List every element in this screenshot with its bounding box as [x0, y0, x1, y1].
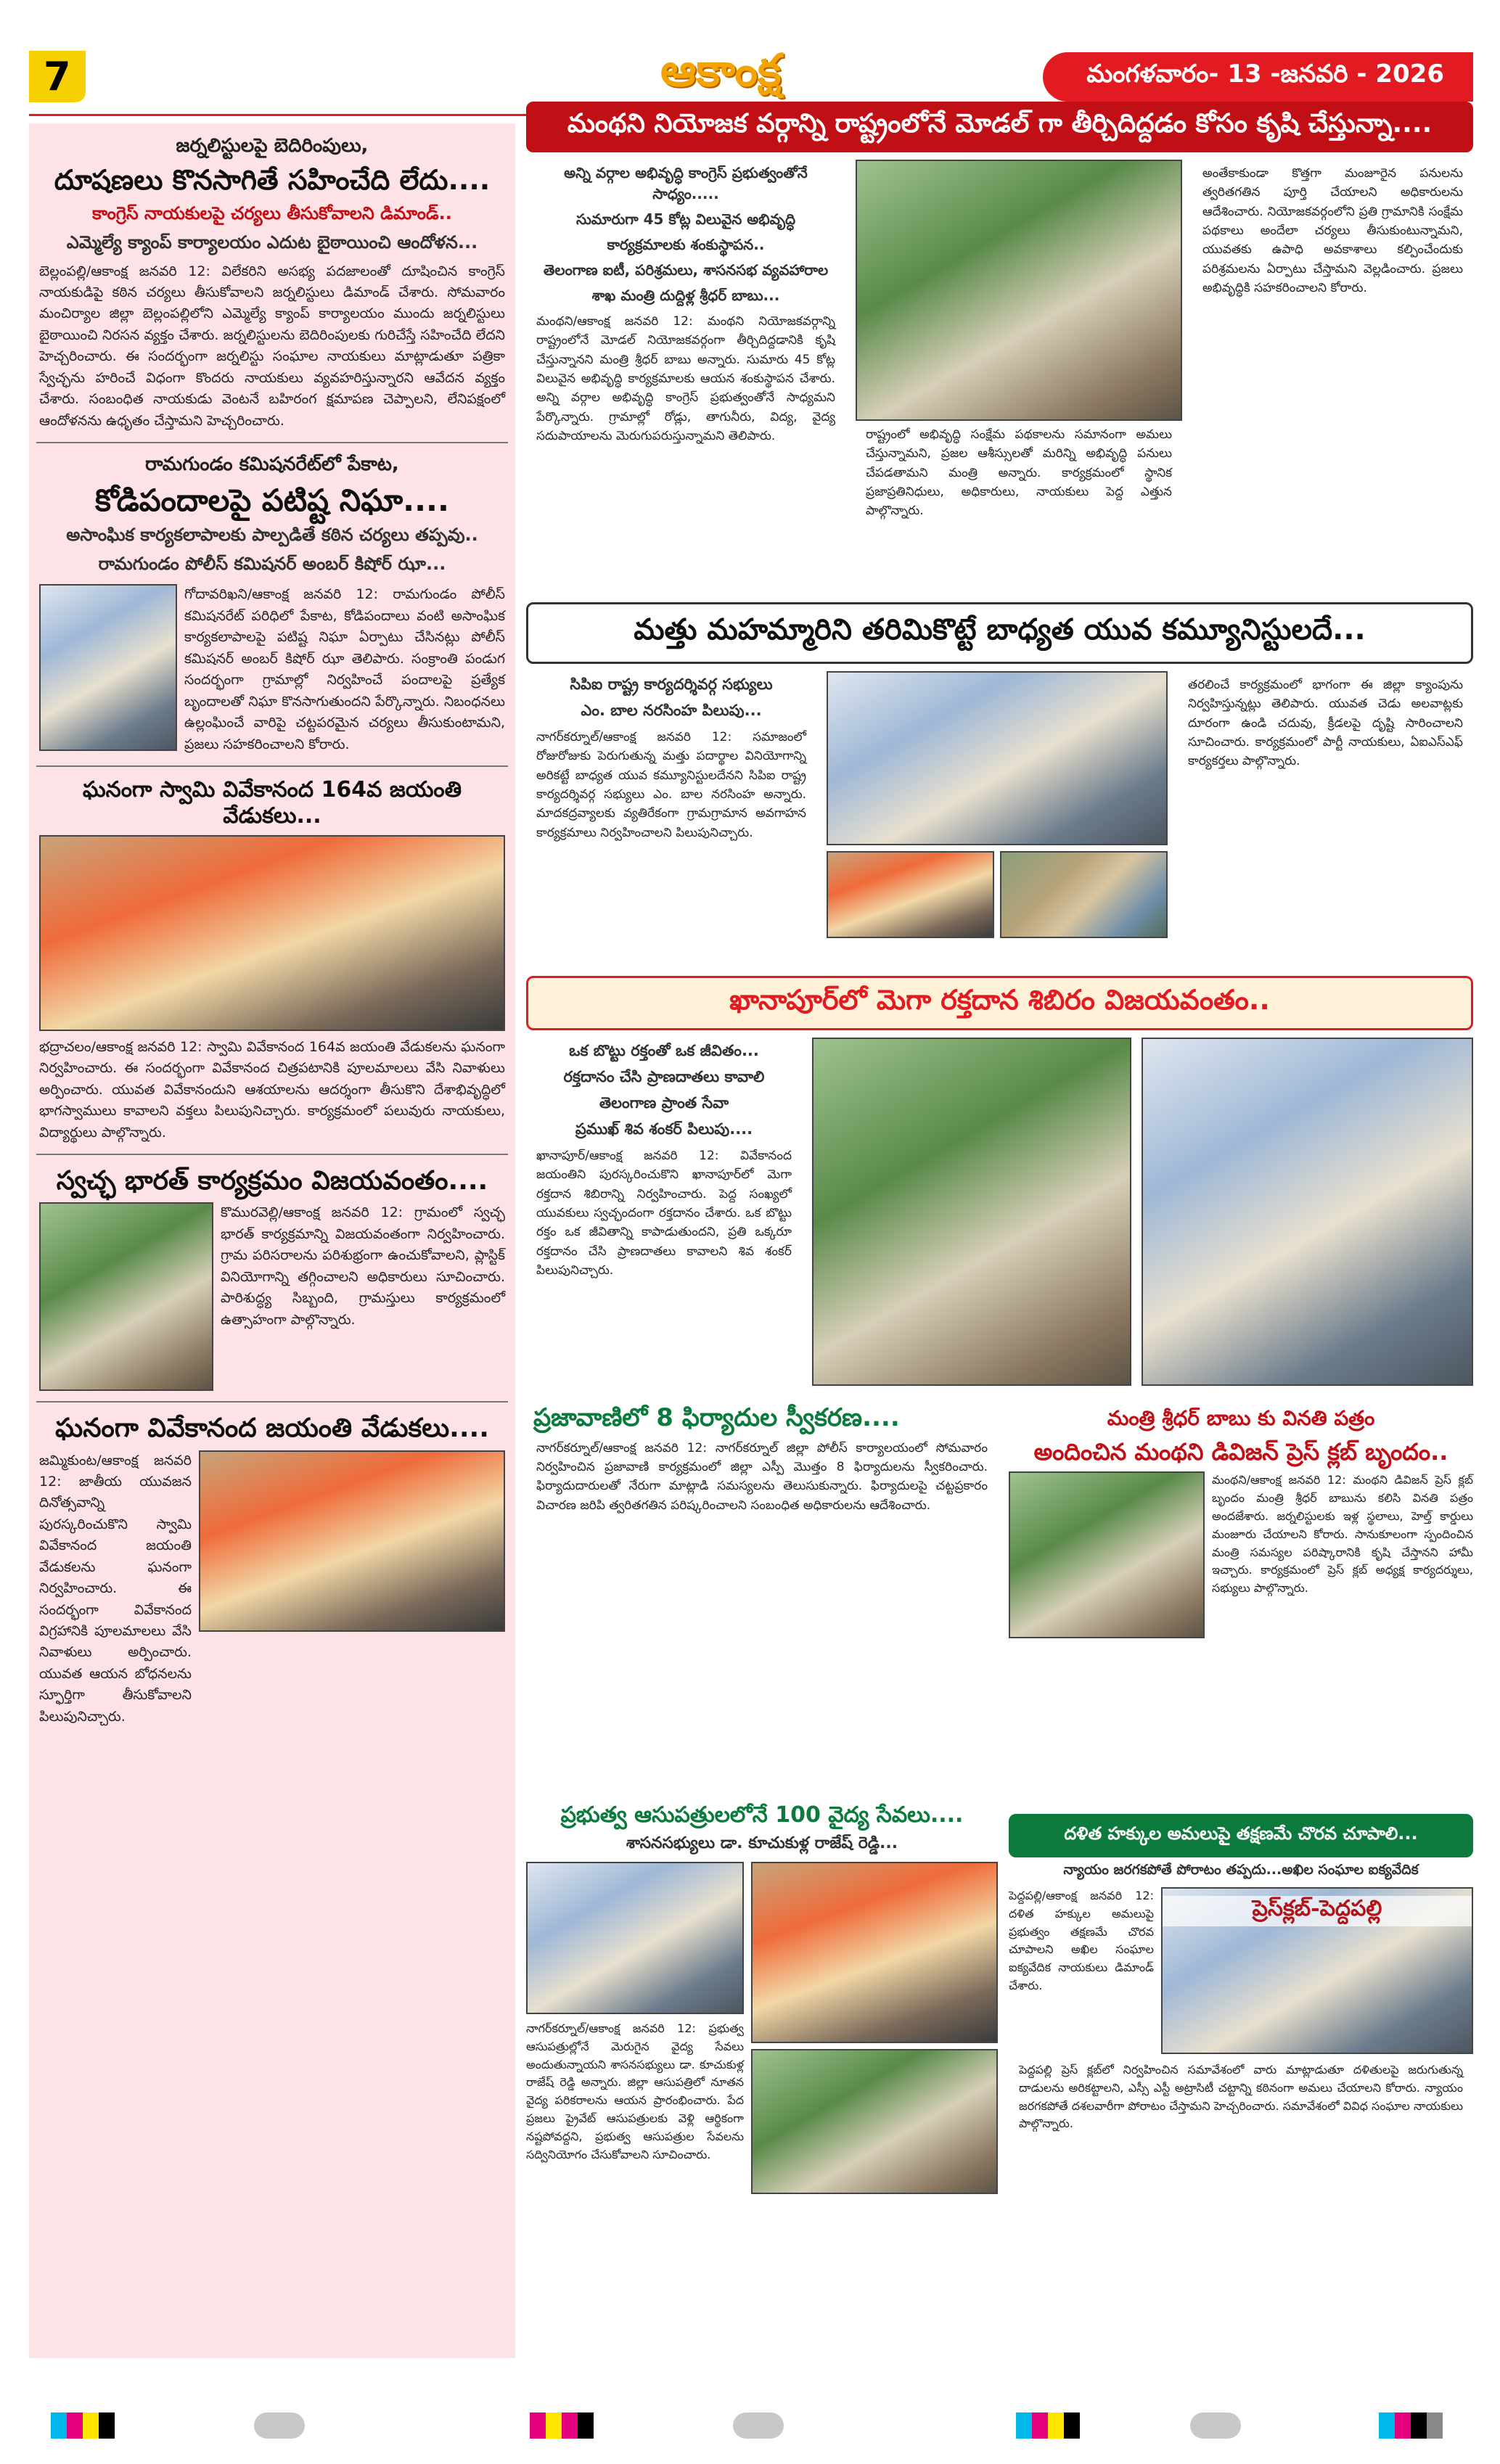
dalit-rights-banner: దళిత హక్కుల అమలుపై తక్షణమే చొరవ చూపాలి...: [1009, 1814, 1473, 1857]
page-number: 7: [29, 51, 86, 102]
issue-date: మంగళవారం- 13 -జనవరి - 2026: [1043, 52, 1473, 102]
meeting-photo: [827, 671, 1168, 845]
article-body: రాష్ట్రంలో అభివృద్ధి సంక్షేమ పథకాలను సమానంగా అమలు చేస్తున్నామని, ప్రజల ఆశీస్సులతో మరిన్ని అభివృద్ధి పనులు చేపడతామని మంత్రి అన్నారు. కార్యక్రమంలో స్థానిక ప్రజాప్రతినిధులు, అధికారులు, నాయకులు పెద్ద ఎత్తున పాల్గొన్నారు.: [866, 427, 1172, 519]
article-headline: స్వచ్ఛ భారత్ కార్యక్రమం విజయవంతం....: [56, 1166, 488, 1196]
blood-donation-story: [526, 976, 1473, 1389]
article-body: అంతేకాకుండా కొత్తగా మంజూరైన పనులను త్వరితగతిన పూర్తి చేయాలని అధికారులను ఆదేశించారు. నియోజకవర్గంలోని ప్రతి గ్రామానికి సంక్షేమ పథకాలు అందేలా చర్యలు తీసుకుంటున్నామని, యువతకు ఉపాధి అవకాశాలు కల్పించేందుకు పరిశ్రమలను ఏర్పాటు చేస్తామని వెల్లడించారు. ప్రజలు అభివృద్ధికి సహకరించాలని కోరారు.: [1202, 166, 1463, 296]
article-subheading: కార్యక్రమాలకు శంకుస్థాపన..: [607, 236, 765, 253]
article-body: కొమురవెల్లి/ఆకాంక్ష జనవరి 12: గ్రామంలో స్వచ్ఛ భారత్ కార్యక్రమాన్ని విజయవంతంగా నిర్వహించారు. గ్రామ పరిసరాలను పరిశుభ్రంగా ఉంచుకోవాలని, ప్లాస్టిక్ వినియోగాన్ని తగ్గించాలని అధికారులు సూచించారు. పారిశుద్ధ్య సిబ్బంది, గ్రామస్తులు కార్యక్రమంలో ఉత్సాహంగా పాల్గొన్నారు.: [221, 1204, 505, 1328]
top-story: [526, 102, 1473, 595]
article-subheading: శాఖ మంత్రి దుద్దిళ్ల శ్రీధర్ బాబు...: [591, 287, 780, 304]
article-subheading: తెలంగాణ ఐటీ, పరిశ్రమలు, శాసనసభ వ్యవహారాల: [543, 261, 829, 279]
article-headline: ఘనంగా వివేకానంద జయంతి వేడుకలు....: [55, 1413, 489, 1444]
dalit-rights-story: [1009, 1814, 1473, 2365]
newspaper-logo: ఆకాంక్ష: [660, 44, 782, 96]
left-column: [29, 123, 515, 2358]
article-swachh-bharat: [29, 1165, 515, 1391]
prajavani-story: [526, 1400, 998, 1792]
article-vivekananda-164: [29, 777, 515, 1143]
article-subheading: అన్ని వర్గాల అభివృద్ధి కాంగ్రెస్ ప్రభుత్వంతోనే సాధ్యం.....: [564, 164, 808, 202]
article-headline: అందించిన మంథని డివిజన్ ప్రెస్ క్లబ్ బృందం..: [1033, 1438, 1448, 1466]
press-club-photo: [1009, 1471, 1205, 1638]
article-subheading: రామగుండం పోలీస్ కమిషనర్ అంబర్ కిషోర్ ఝా...: [98, 554, 446, 575]
divider: [36, 765, 508, 767]
article-body: పెద్దపల్లి/ఆకాంక్ష జనవరి 12: దళిత హక్కుల అమలుపై ప్రభుత్వం తక్షణమే చొరవ చూపాలని అఖిల సంఘాల ఐక్యవేదిక నాయకులు డిమాండ్ చేశారు.: [1009, 1889, 1154, 1992]
cleaning-photo: [39, 1202, 213, 1391]
article-subheading: ఒక బొట్టు రక్తంతో ఒక జీవితం...: [569, 1042, 759, 1059]
article-headline: దూషణలు కొనసాగితే సహించేది లేదు....: [54, 164, 491, 196]
blood-camp-photo: [1142, 1038, 1473, 1386]
minister-photo: [856, 160, 1182, 421]
top-story-banner: మంథని నియోజక వర్గాన్ని రాష్ట్రంలోనే మోడల్ గా తీర్చిదిద్దడం కోసం కృషి చేస్తున్నా....: [526, 102, 1473, 152]
article-subheading: సిపిఐ రాష్ట్ర కార్యదర్శివర్గ సభ్యులు: [570, 675, 773, 693]
press-meet-photo: [1161, 1887, 1473, 2054]
hospital-photo: [526, 1862, 744, 2014]
hospital-photo: [751, 1862, 998, 2043]
article-body: గోదావరిఖని/ఆకాంక్ష జనవరి 12: రామగుండం పోలీస్ కమిషనరేట్ పరిధిలో పేకాట, కోడిపందాలు వంటి అసాంఘిక కార్యకలాపాలపై పటిష్ట నిఘా ఏర్పాటు చేసినట్లు పోలీస్ కమిషనర్ అంబర్ కిషోర్ ఝా తెలిపారు. సంక్రాంతి పండుగ సందర్భంగా గ్రామాల్లో నిర్వహించే పందాలపై ప్రత్యేక బృందాలతో నిఘా కొనసాగుతుందని పేర్కొన్నారు. నిబంధనలు ఉల్లంఘించే వారిపై చట్టపరమైన చర్యలు తీసుకుంటామని, ప్రజలు సహకరించాలని కోరారు.: [184, 586, 505, 752]
article-subheading: న్యాయం జరగకపోతే పోరాటం తప్పదు...అఖిల సంఘాల ఐక్యవేదిక: [1063, 1862, 1419, 1878]
article-headline: కోడిపందాలపై పటిష్ట నిఘా....: [95, 482, 449, 519]
color-registration-bar: [51, 2412, 115, 2439]
article-journalists: [29, 123, 515, 432]
drugs-story-banner: మత్తు మహమ్మారిని తరిమికొట్టే బాధ్యత యువ కమ్యూనిస్టులదే...: [526, 602, 1473, 664]
color-registration-bar: [530, 2412, 594, 2439]
article-subheading: సుమారుగా 45 కోట్ల విలువైన అభివృద్ధి: [575, 210, 796, 228]
divider: [36, 442, 508, 443]
article-headline: ప్రజావాణిలో 8 ఫిర్యాదుల స్వీకరణ....: [533, 1403, 900, 1432]
blood-donation-banner: ఖానాపూర్‌లో మెగా రక్తదాన శిబిరం విజయవంతం..: [526, 976, 1473, 1030]
article-headline: ఘనంగా స్వామి వివేకానంద 164వ జయంతి వేడుకలు...: [82, 776, 462, 829]
registration-pill: [733, 2412, 784, 2439]
article-subheading: రక్తదానం చేసి ప్రాణదాతలు కావాలి: [563, 1068, 765, 1085]
article-body: భద్రాచలం/ఆకాంక్ష జనవరి 12: స్వామి వివేకానంద 164వ జయంతి వేడుకలను ఘనంగా నిర్వహించారు. ఈ సందర్భంగా వివేకానంద చిత్రపటానికి పూలమాలలు వేసి నివాళులు అర్పించారు. యువత వివేకానందుని ఆశయాలను ఆదర్శంగా తీసుకొని దేశాభివృద్ధిలో భాగస్వాములు కావాలని వక్తలు పిలుపునిచ్చారు. కార్యక్రమంలో పలువురు నాయకులు, విద్యార్థులు పాల్గొన్నారు.: [39, 1038, 505, 1141]
registration-pill: [1190, 2412, 1241, 2439]
press-club-story: [1009, 1400, 1473, 1807]
article-body: నాగర్‌కర్నూల్/ఆకాంక్ష జనవరి 12: ప్రభుత్వ ఆసుపత్రుల్లోనే మెరుగైన వైద్య సేవలు అందుతున్నాయని శాసనసభ్యులు డా. కూచుకుళ్ల రాజేష్ రెడ్డి అన్నారు. జిల్లా ఆసుపత్రిలో నూతన వైద్య పరికరాలను ఆయన ప్రారంభించారు. పేద ప్రజలు ప్రైవేట్ ఆసుపత్రులకు వెళ్లి ఆర్థికంగా నష్టపోవద్దని, ప్రభుత్వ ఆసుపత్రుల సేవలను సద్వినియోగం చేసుకోవాలని సూచించారు.: [526, 2021, 744, 2161]
article-body: మంథని/ఆకాంక్ష జనవరి 12: మంథని డివిజన్ ప్రెస్ క్లబ్ బృందం మంత్రి శ్రీధర్ బాబును కలిసి వినతి పత్రం అందజేశారు. జర్నలిస్టులకు ఇళ్ల స్థలాలు, హెల్త్ కార్డులు మంజూరు చేయాలని కోరారు. సానుకూలంగా స్పందించిన మంత్రి సమస్యల పరిష్కారానికి కృషి చేస్తానని హామీ ఇచ్చారు. కార్యక్రమంలో ప్రెస్ క్లబ్ అధ్యక్ష కార్యదర్శులు, సభ్యులు పాల్గొన్నారు.: [1212, 1473, 1473, 1596]
meeting-photo: [827, 851, 994, 938]
article-body: ఖానాపూర్/ఆకాంక్ష జనవరి 12: వివేకానంద జయంతిని పురస్కరించుకొని ఖానాపూర్‌లో మెగా రక్తదాన శిబిరాన్ని నిర్వహించారు. పెద్ద సంఖ్యలో యువకులు స్వచ్ఛందంగా రక్తదానం చేశారు. ఒక బొట్టు రక్తం ఒక జీవితాన్ని కాపాడుతుందని, ప్రతి ఒక్కరూ రక్తదానం చేసి ప్రాణదాతలు కావాలని శివ శంకర్ పిలుపునిచ్చారు.: [536, 1149, 792, 1278]
drugs-story: [526, 602, 1473, 965]
divider: [36, 1401, 508, 1403]
article-subheading: ఎం. బాల నరసింహ పిలుపు...: [581, 702, 762, 719]
article-subheading: శాసనసభ్యులు డా. కూచుకుళ్ల రాజేష్ రెడ్డి...: [626, 1834, 898, 1852]
event-photo: [39, 835, 505, 1031]
registration-pill: [254, 2412, 305, 2439]
article-headline: ప్రభుత్వ ఆసుపత్రులలోనే 100 వైద్య సేవలు....: [560, 1802, 964, 1828]
color-registration-bar: [1016, 2412, 1080, 2439]
article-vivekananda-jayanti: [29, 1413, 515, 1728]
article-body: నాగర్‌కర్నూల్/ఆకాంక్ష జనవరి 12: నాగర్‌కర్నూల్ జిల్లా పోలీస్ కార్యాలయంలో సోమవారం నిర్వహించిన ప్రజావాణి కార్యక్రమంలో జిల్లా ఎస్పీ మొత్తం 8 ఫిర్యాదులను స్వీకరించారు. ఫిర్యాదుదారులతో నేరుగా మాట్లాడి సమస్యలను తెలుసుకున్నారు. ఫిర్యాదులపై చట్టప్రకారం విచారణ జరిపి త్వరితగతిన పరిష్కరించాలని సంబంధిత అధికారులను ఆదేశించారు.: [536, 1440, 988, 1513]
article-body: తరలించే కార్యక్రమంలో భాగంగా ఈ జిల్లా క్యాంపును నిర్వహిస్తున్నట్లు తెలిపారు. యువత చెడు అలవాట్లకు దూరంగా ఉండి చదువు, క్రీడలపై దృష్టి సారించాలని సూచించారు. కార్యక్రమంలో పార్టీ నాయకులు, ఏఐఎస్ఎఫ్ కార్యకర్తలు పాల్గొన్నారు.: [1188, 678, 1463, 769]
divider: [36, 1154, 508, 1155]
commissioner-photo: [39, 584, 177, 751]
hospital-story: [526, 1799, 998, 2365]
article-ramagundam: [29, 453, 515, 755]
blood-camp-photo: [812, 1038, 1131, 1386]
article-subheading: ప్రముఖ్ శివ శంకర్ పిలుపు....: [575, 1120, 753, 1138]
color-registration-bar: [1379, 2412, 1443, 2439]
article-body: మంథని/ఆకాంక్ష జనవరి 12: మంథని నియోజకవర్గాన్ని రాష్ట్రంలోనే మోడల్ నియోజకవర్గంగా తీర్చిదిద్దడానికి కృషి చేస్తున్నానని మంత్రి శ్రీధర్ బాబు అన్నారు. సుమారు 45 కోట్ల విలువైన అభివృద్ధి కార్యక్రమాలకు ఆయన శంకుస్థాపన చేశారు. అన్ని వర్గాల అభివృద్ధి కాంగ్రెస్ ప్రభుత్వంతోనే సాధ్యమని పేర్కొన్నారు. గ్రామాల్లో రోడ్లు, తాగునీరు, విద్య, వైద్య సదుపాయాలను మెరుగుపరుస్తున్నామని తెలిపారు.: [536, 314, 835, 444]
article-subheading: తెలంగాణ ప్రాంత సేవా: [599, 1094, 729, 1112]
article-subheading: ఎమ్మెల్యే క్యాంప్ కార్యాలయం ఎదుట బైఠాయించి ఆందోళన...: [66, 231, 478, 252]
article-kicker: రామగుండం కమిషనరేట్‌లో పేకాట,: [145, 453, 399, 476]
article-subheading: కాంగ్రెస్ నాయకులపై చర్యలు తీసుకోవాలని డిమాండ్..: [92, 202, 452, 223]
article-body: జమ్మికుంట/ఆకాంక్ష జనవరి 12: జాతీయ యువజన దినోత్సవాన్ని పురస్కరించుకొని స్వామి వివేకానంద జయంతి వేడుకలను ఘనంగా నిర్వహించారు. ఈ సందర్భంగా వివేకానంద విగ్రహానికి పూలమాలలు వేసి నివాళులు అర్పించారు. యువత ఆయన బోధనలను స్ఫూర్తిగా తీసుకోవాలని పిలుపునిచ్చారు.: [39, 1452, 192, 1725]
article-kicker: జర్నలిస్టులపై బెదిరింపులు,: [176, 135, 369, 157]
article-body: పెద్దపల్లి ప్రెస్ క్లబ్‌లో నిర్వహించిన సమావేశంలో వారు మాట్లాడుతూ దళితులపై జరుగుతున్న దాడులను అరికట్టాలని, ఎస్సీ ఎస్టీ అట్రాసిటీ చట్టాన్ని కఠినంగా అమలు చేయాలని కోరారు. న్యాయం జరగకపోతే దశలవారీగా పోరాటం చేస్తామని హెచ్చరించారు. సమావేశంలో వివిధ సంఘాల నాయకులు పాల్గొన్నారు.: [1019, 2063, 1463, 2131]
hospital-photo: [751, 2049, 998, 2194]
article-body: నాగర్‌కర్నూల్/ఆకాంక్ష జనవరి 12: సమాజంలో రోజురోజుకు పెరుగుతున్న మత్తు పదార్థాల వినియోగాన్ని అరికట్టే బాధ్యత యువ కమ్యూనిస్టులదేనని సిపిఐ రాష్ట్ర కార్యదర్శివర్గ సభ్యులు ఎం. బాల నరసింహ అన్నారు. మాదకద్రవ్యాలకు వ్యతిరేకంగా గ్రామగ్రామాన అవగాహన కార్యక్రమాలు నిర్వహించాలని పిలుపునిచ్చారు.: [536, 730, 806, 840]
article-body: బెల్లంపల్లి/ఆకాంక్ష జనవరి 12: విలేకరిని అసభ్య పదజాలంతో దూషించిన కాంగ్రెస్ నాయకుడిపై కఠిన చర్యలు తీసుకోవాలని జర్నలిస్టులు డిమాండ్ చేశారు. సోమవారం మంచిర్యాల జిల్లా బెల్లంపల్లిలోని ఎమ్మెల్యే క్యాంప్ కార్యాలయం ముందు జర్నలిస్టులు బైఠాయించి నిరసన వ్యక్తం చేశారు. జర్నలిస్టులను బెదిరింపులకు గురిచేస్తే సహించేది లేదని హెచ్చరించారు. ఈ సందర్భంగా జర్నలిస్టు సంఘాల నాయకులు మాట్లాడుతూ పత్రికా స్వేచ్ఛను హరించే విధంగా కొందరు నాయకులు వ్యవహరిస్తున్నారని ఆవేదన వ్యక్తం చేశారు. సంబంధిత నాయకుడు వెంటనే బహిరంగ క్షమాపణ చెప్పాలని, లేనిపక్షంలో ఆందోళనను ఉధృతం చేస్తామని హెచ్చరించారు.: [39, 263, 505, 429]
article-kicker: మంత్రి శ్రీధర్ బాబు కు వినతి పత్రం: [1107, 1406, 1375, 1430]
press-club-sign: ప్రెస్‌క్లబ్-పెద్దపల్లి: [1163, 1896, 1472, 1926]
meeting-photo: [1000, 851, 1168, 938]
article-subheading: అసాంఘిక కార్యకలాపాలకు పాల్పడితే కఠిన చర్యలు తప్పవు..: [66, 525, 478, 546]
event-photo: [199, 1450, 505, 1632]
